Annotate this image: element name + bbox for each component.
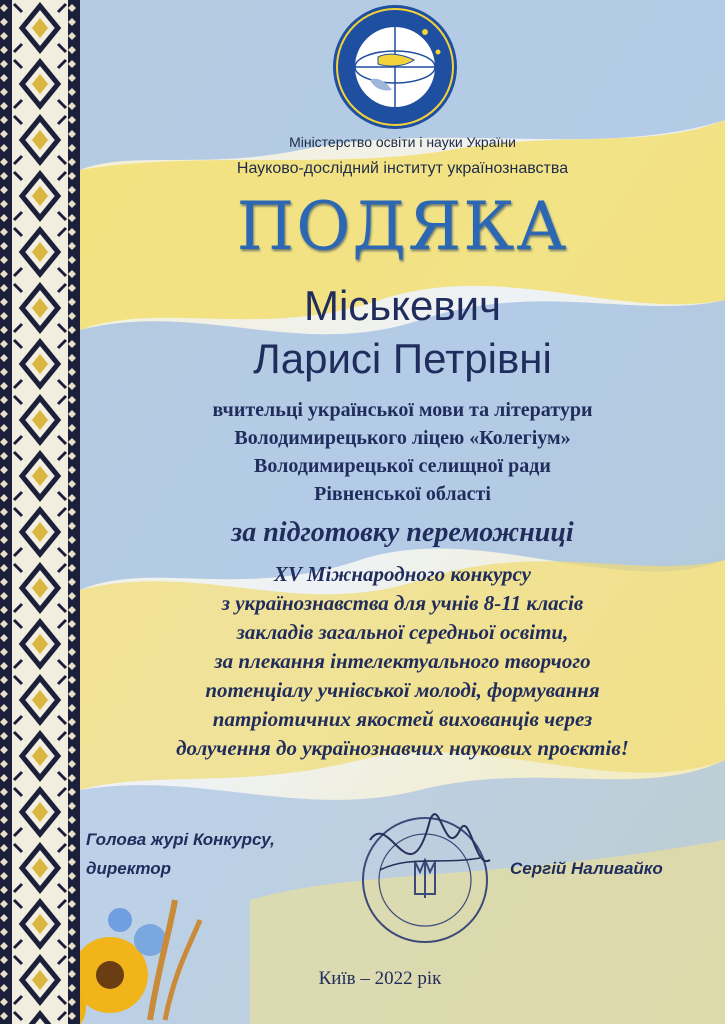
document-title: ПОДЯКА: [236, 188, 569, 265]
reason-line: закладів загальної середньої освіти,: [236, 620, 569, 644]
institute-name: Науково-дослідний інститут українознавства: [236, 160, 569, 177]
reason-line: XV Міжнародного конкурсу: [273, 562, 532, 586]
embroidery-border: [0, 0, 80, 1024]
reason-heading: за підготовку переможниці: [231, 517, 574, 548]
reason-line: долучення до українознавчих наукових проєктів!: [176, 736, 629, 760]
signatory-role: директор: [86, 859, 172, 878]
position-line: вчительці української мови та літератури: [212, 399, 593, 421]
ministry-name: Міністерство освіти і науки України: [289, 134, 516, 150]
institute-emblem: [330, 2, 460, 132]
position-line: Рівненської області: [314, 483, 491, 505]
reason-line: за плекання інтелектуального творчого: [214, 649, 591, 673]
reason-line: патріотичних якостей вихованців через: [212, 707, 593, 731]
reason-line: з українознавства для учнів 8-11 класів: [221, 591, 584, 615]
position-line: Володимирецької селищної ради: [254, 455, 551, 477]
signatory-role: Голова журі Конкурсу,: [86, 830, 275, 849]
place-and-year: Київ – 2022 рік: [318, 968, 442, 989]
reason-line: потенціалу учнівської молоді, формування: [205, 678, 600, 702]
position-line: Володимирецького ліцею «Колегіум»: [234, 427, 571, 449]
recipient-given-name: Ларисі Петрівні: [253, 335, 552, 382]
recipient-surname: Міськевич: [303, 282, 502, 329]
official-stamp: [350, 800, 500, 950]
signatory-name: Сергій Наливайко: [510, 859, 663, 878]
